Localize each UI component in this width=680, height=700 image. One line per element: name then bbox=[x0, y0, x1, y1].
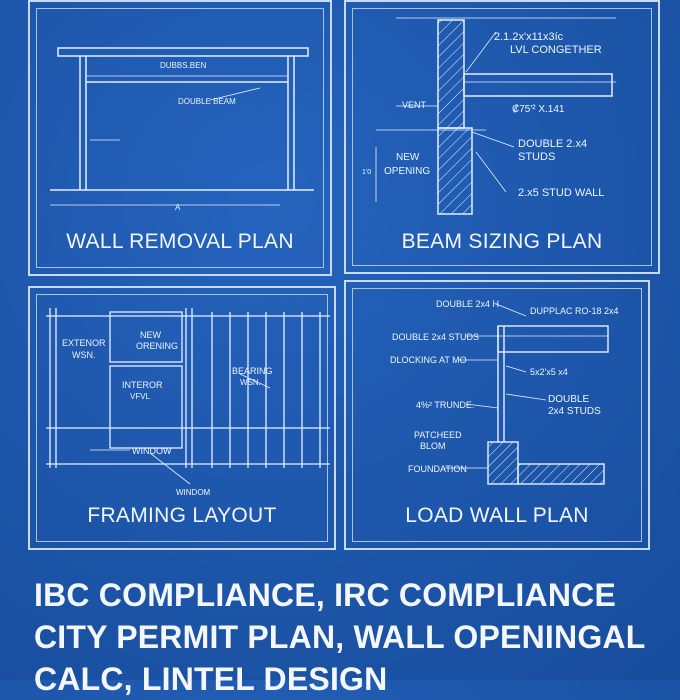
beam-sizing-plan-panel bbox=[344, 0, 660, 274]
double-studs-label: DOUBLE 2.x4 bbox=[518, 138, 588, 150]
framing-layout-panel bbox=[28, 286, 336, 550]
new-opening-label: NEW bbox=[140, 330, 161, 340]
services-headline bbox=[34, 574, 670, 700]
dimension-label: A bbox=[175, 203, 181, 212]
new-opening-label-2: OPENING bbox=[384, 166, 431, 177]
exterior-label-2: WSN. bbox=[72, 350, 96, 360]
interior-label-2: VFVL bbox=[130, 392, 151, 401]
double-studs-2-label-2: 2x4 STUDS bbox=[548, 406, 601, 417]
window-label-2: WINDOM bbox=[176, 488, 211, 497]
double-studs-label-2: STUDS bbox=[518, 151, 556, 163]
load-wall-plan-panel bbox=[344, 280, 650, 550]
dupplac-label: DUPPLAC RO-18 2x4 bbox=[530, 306, 619, 316]
wall-removal-plan-panel bbox=[28, 0, 332, 276]
stud-wall-label: 2.x5 STUD WALL bbox=[518, 187, 605, 199]
panel-title: WALL REMOVAL PLAN bbox=[66, 230, 294, 253]
patched-label-2: BLOM bbox=[420, 441, 446, 451]
bearing-wall-label-2: WSN. bbox=[240, 378, 261, 387]
panel-title: FRAMING LAYOUT bbox=[87, 504, 277, 527]
new-opening-label-2: ORENING bbox=[136, 341, 179, 351]
lvl-size-label: 2.1.2x'x11x3íc bbox=[494, 31, 564, 43]
double-studs-label: DOUBLE 2x4 STUDS bbox=[392, 332, 480, 342]
double-studs-2-label: DOUBLE bbox=[548, 394, 590, 405]
headline-line-3: CALC, LINTEL DESIGN bbox=[34, 661, 388, 697]
double-h-label: DOUBLE 2x4 H bbox=[436, 299, 500, 309]
top-beam-label: DUBBS.BEN bbox=[160, 61, 207, 70]
lvl-together-label: LVL CONGETHER bbox=[510, 44, 602, 56]
beam-size-label: ₡75'² X.141 bbox=[512, 104, 568, 115]
interior-label: INTEROR bbox=[122, 380, 163, 390]
vent-label: VENT bbox=[402, 100, 427, 110]
panel-title: LOAD WALL PLAN bbox=[405, 504, 589, 527]
headline-line-2: CITY PERMIT PLAN, WALL OPENINGAL bbox=[34, 619, 646, 655]
headline-line-1: IBC COMPLIANCE, IRC COMPLIANCE bbox=[34, 577, 616, 613]
bearing-wall-label: BEARING bbox=[232, 366, 273, 376]
foundation-label: FOUNDATION bbox=[408, 464, 467, 474]
load-size-label: 5x2'x5 x4 bbox=[530, 367, 568, 377]
blocking-label: DLOCKING AT MO bbox=[390, 355, 467, 365]
trunde-label: 4%² TRUNDE. bbox=[416, 400, 475, 410]
new-opening-label: NEW bbox=[396, 152, 420, 163]
window-label: WINDOW bbox=[132, 446, 172, 456]
patched-label: PATCHEED bbox=[414, 430, 462, 440]
exterior-label: EXTENOR bbox=[62, 338, 106, 348]
double-beam-label: DOUBLE BEAM bbox=[178, 97, 236, 106]
side-dimension-label: 1'0 bbox=[362, 169, 372, 176]
panel-title: BEAM SIZING PLAN bbox=[401, 230, 603, 253]
